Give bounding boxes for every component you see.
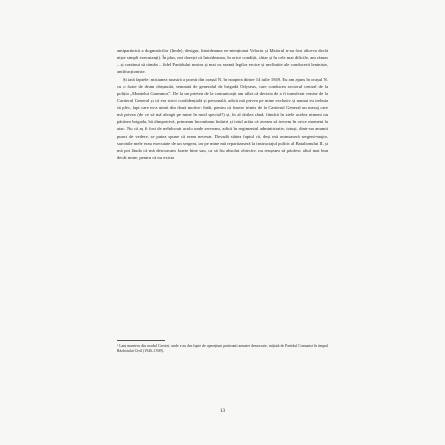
paragraph-1: antipartinică a dogmaticilor (Iinde), desigur, întotdeauna eo-ntenționat Velaciu și Maiorul n-au fost altceva decât niște simpli executanți). În plus, noi dorești că întotdeauna, în orice condiții, chiar și în cele mai dificile, am rămas – și continui să rămân – fidel Partidului nostru și mai cu seamă legilor eroice și neclintite ale conducerii leniniste, antifracționiste.	[117, 48, 328, 75]
body-text	[117, 47, 328, 161]
paragraph-2: Și iată faptele: misiunea noastră a pornit din orașul N. în noaptea dintre 14 iulie 1949. Eu am ajuns în orașul N. cu o foaie de drum obișnuită, semnată de generalul de brigadă Odyseus, care conducea sectorul central de la poliția „Muntelui Grammos”. De la un prieten de la comunicații am aflat că decizia de a fi transferat venise de la Cartierul General și că era strict confidențială și personală, adică mă privea pe mine exclusiv și numai eu trebuia să plec, fapt care m-a uimit din două motive: întâi, pentru că fusese trimis de la Cartierul General un mesaj care mă privea (de ce să mă aleagă pe mine în mod special?) și, în al doilea rând, fiindcă în ziele acelea nimeni nu părăsea brigada, bă dimpotrivă, primeam încontinuu întăriri și totul arăta că aveam să trecem în orice moment la atac. Nu că aș fi fost de neînlocuit acolo unde serveam, adică în regimentul administrativ, totuși, dintr-un anumit punct de vedere, se putea spune că eram necesar. Dovadă stătea faptul că, deși mă avansaseră sergent-major, sarcinile mele erau executate de un sergent, iar pe mine mă repartizaseră la instructajul politic al Batalionului II, și mă pot lăuda că mă descurcam foarte bine sau, ca să fiu absolut obiectiv, nu reușeam să păcăesc altul mai bun decât mine, pentru că nu exista	[117, 76, 328, 160]
footnote-text: ¹ Lanț munteos din nordul Greciei, unde s-au dus lupte de operațiuni partizanii armatei democrate, inițiată de Partidul Comunist în timpul Războiului Civil (1946–1949).	[117, 344, 328, 353]
page-number: 13	[219, 408, 226, 414]
footnote-separator	[117, 340, 165, 341]
footnote	[117, 344, 328, 354]
